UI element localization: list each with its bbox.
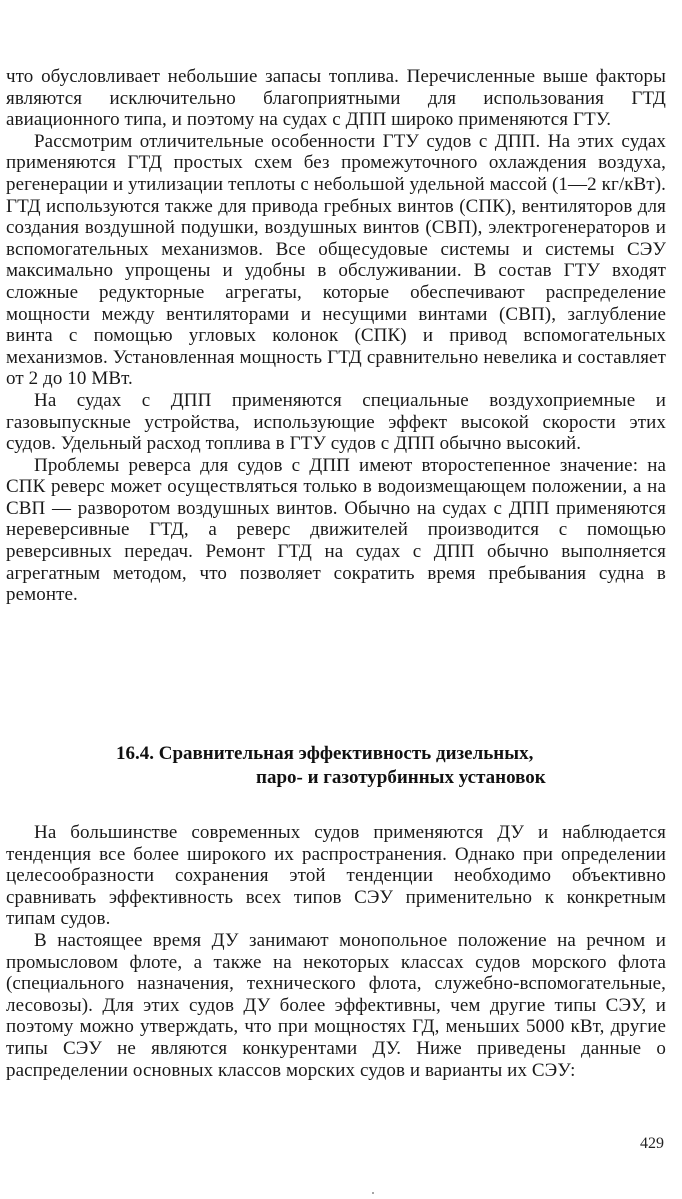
paragraph-gtu-features: Рассмотрим отличительные особенности ГТУ судов с ДПП. На этих судах применяются ГТД простых схем без промежуточного охлаждения воздуха, регенерации и утилизации теплоты с небольшой удельной массой (1—2 кг/кВт). ГТД используются также для привода гребных винтов (СПК), вентиляторов для создания воздушной подушки, воздушных винтов (СВП), электрогенераторов и вспомогательных механизмов. Все общесудовые системы и системы СЭУ максимально упрощены и удобны в обслуживании. В состав ГТУ входят сложные редукторные агрегаты, которые обеспечивают распределение мощности между вентиляторами и несущими винтами (СВП), заглубление винта с помощью угловых колонок (СПК) и привод вспомогательных механизмов. Установленная мощность ГТД сравнительно невелика и составляет от 2 до 10 МВт. (6, 130, 666, 390)
paragraph-du-trend: На большинстве современных судов применяются ДУ и наблюдается тенденция все более широкого их распространения. Однако при определении целесообразности сохранения этой тенденции необходимо объективно сравнивать эффективность всех типов СЭУ применительно к конкретным типам судов. (6, 822, 666, 930)
paragraph-air-intake: На судах с ДПП применяются специальные воздухоприемные и газовыпускные устройства, использующие эффект высокой скорости этих судов. Удельный расход топлива в ГТУ судов с ДПП обычно высокий. (6, 389, 666, 455)
page-number: 429 (640, 1135, 664, 1152)
body-text-upper (6, 66, 666, 606)
section-heading-line1: 16.4. Сравнительная эффективность дизельных, (116, 743, 534, 764)
section-heading-line2: паро- и газотурбинных установок (256, 767, 546, 788)
paragraph-reverse: Проблемы реверса для судов с ДПП имеют второстепенное значение: на СПК реверс может осуществляться только в водоизмещающем положении, а на СВП — разворотом воздушных винтов. Обычно на судах с ДПП применяются нереверсивные ГТД, а реверс движителей производится с помощью реверсивных передач. Ремонт ГТД на судах с ДПП обычно выполняется агрегатным методом, что позволяет сократить время пребывания судна в ремонте. (6, 454, 666, 606)
scan-speck (372, 1192, 374, 1194)
paragraph-du-monopoly: В настоящее время ДУ занимают монопольное положение на речном и промысловом флоте, а также на некоторых классах судов морского флота (специального назначения, технического флота, служебно-вспомогательные, лесовозы). Для этих судов ДУ более эффективны, чем другие типы СЭУ, и поэтому можно утверждать, что при мощностях ГД, меньших 5000 кВт, другие типы СЭУ не являются конкурентами ДУ. Ниже приведены данные о распределении основных классов морских судов и варианты их СЭУ: (6, 929, 666, 1081)
paragraph-continued: что обусловливает небольшие запасы топлива. Перечисленные выше факторы являются исключительно благоприятными для использования ГТД авиационного типа, и поэтому на судах с ДПП широко применяются ГТУ. (6, 66, 666, 131)
body-text-lower (6, 822, 666, 1081)
section-heading (0, 742, 682, 790)
